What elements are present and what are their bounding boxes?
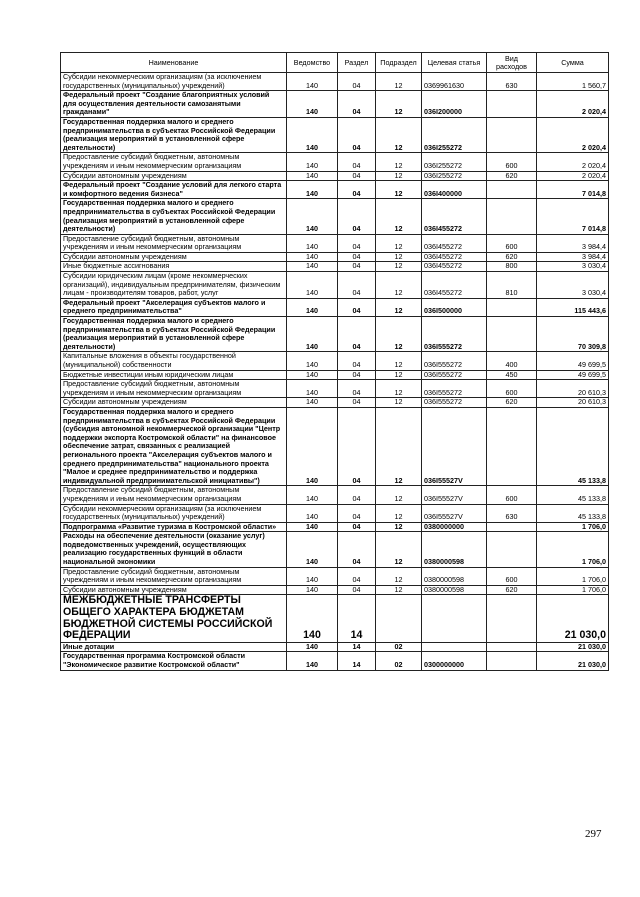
cell-celevaya: 036I255272 — [422, 153, 487, 171]
cell-vid: 450 — [487, 370, 537, 380]
cell-vedomstvo: 140 — [287, 262, 338, 272]
cell-razdel: 04 — [338, 91, 376, 118]
cell-vid — [487, 642, 537, 652]
cell-celevaya — [422, 642, 487, 652]
cell-summa: 21 030,0 — [537, 595, 609, 642]
table-row — [61, 486, 609, 504]
cell-summa: 2 020,4 — [537, 117, 609, 152]
cell-celevaya: 036I455272 — [422, 252, 487, 262]
cell-celevaya: 036I55527V — [422, 504, 487, 522]
cell-summa: 3 030,4 — [537, 272, 609, 299]
cell-summa: 7 014,8 — [537, 181, 609, 199]
cell-summa: 1 706,0 — [537, 585, 609, 595]
page-number: 297 — [585, 828, 602, 840]
cell-celevaya: 0380000598 — [422, 567, 487, 585]
header-name: Наименование — [61, 53, 287, 73]
cell-celevaya: 036I555272 — [422, 398, 487, 408]
cell-summa: 2 020,4 — [537, 171, 609, 181]
cell-vid — [487, 532, 537, 567]
cell-celevaya: 036I555272 — [422, 380, 487, 398]
cell-vid — [487, 522, 537, 532]
cell-summa: 21 030,0 — [537, 652, 609, 670]
cell-vid: 800 — [487, 262, 537, 272]
cell-razdel: 04 — [338, 252, 376, 262]
cell-name: Предоставление субсидий бюджетным, автономным учреждениям и иным некоммерческим организациям — [61, 153, 287, 171]
header-vedomstvo: Ведомство — [287, 53, 338, 73]
cell-vedomstvo: 140 — [287, 522, 338, 532]
cell-razdel: 04 — [338, 171, 376, 181]
cell-podrazdel: 12 — [376, 181, 422, 199]
cell-name: Предоставление субсидий бюджетным, автономным учреждениям и иным некоммерческим организациям — [61, 234, 287, 252]
header-podrazdel: Подраздел — [376, 53, 422, 73]
cell-name: Субсидии юридическим лицам (кроме некоммерческих организаций), индивидуальным предпринимателям, физическим лицам - производителям товаров, работ, услуг — [61, 272, 287, 299]
cell-podrazdel: 02 — [376, 642, 422, 652]
cell-podrazdel: 12 — [376, 567, 422, 585]
cell-vedomstvo: 140 — [287, 272, 338, 299]
cell-vedomstvo: 140 — [287, 567, 338, 585]
cell-vedomstvo: 140 — [287, 199, 338, 234]
cell-vid: 630 — [487, 73, 537, 91]
cell-celevaya: 036I555272 — [422, 317, 487, 352]
cell-podrazdel: 12 — [376, 199, 422, 234]
cell-razdel: 04 — [338, 234, 376, 252]
cell-razdel: 04 — [338, 504, 376, 522]
table-row — [61, 380, 609, 398]
cell-vid: 600 — [487, 153, 537, 171]
cell-podrazdel: 12 — [376, 171, 422, 181]
cell-podrazdel: 12 — [376, 370, 422, 380]
cell-celevaya: 036I55527V — [422, 407, 487, 485]
cell-podrazdel: 12 — [376, 262, 422, 272]
cell-name: Иные дотации — [61, 642, 287, 652]
table-row — [61, 73, 609, 91]
cell-podrazdel: 02 — [376, 652, 422, 670]
cell-name: Капитальные вложения в объекты государственной (муниципальной) собственности — [61, 352, 287, 370]
cell-summa: 45 133,8 — [537, 504, 609, 522]
cell-name: Государственная поддержка малого и среднего предпринимательства в субъектах Российской Федерации (реализация мероприятий в установленной сфере деятельности) — [61, 117, 287, 152]
cell-razdel: 04 — [338, 117, 376, 152]
cell-name: Подпрограмма «Развитие туризма в Костромской области» — [61, 522, 287, 532]
cell-podrazdel: 12 — [376, 486, 422, 504]
cell-summa: 1 560,7 — [537, 73, 609, 91]
table-row — [61, 407, 609, 485]
cell-vedomstvo: 140 — [287, 532, 338, 567]
cell-celevaya: 036I200000 — [422, 91, 487, 118]
table-row — [61, 181, 609, 199]
cell-vedomstvo: 140 — [287, 642, 338, 652]
budget-table — [60, 52, 609, 671]
cell-vedomstvo: 140 — [287, 73, 338, 91]
cell-vid: 810 — [487, 272, 537, 299]
cell-vedomstvo: 140 — [287, 380, 338, 398]
header-vid: Вид расходов — [487, 53, 537, 73]
cell-summa: 2 020,4 — [537, 91, 609, 118]
cell-vid — [487, 652, 537, 670]
cell-razdel: 04 — [338, 317, 376, 352]
cell-vid: 620 — [487, 171, 537, 181]
cell-celevaya: 036I255272 — [422, 117, 487, 152]
cell-celevaya: 036I500000 — [422, 298, 487, 316]
cell-name: Расходы на обеспечение деятельности (оказание услуг) подведомственных учреждений, осуществляющих реализацию государственных функций в области национальной экономики — [61, 532, 287, 567]
cell-podrazdel: 12 — [376, 317, 422, 352]
cell-vedomstvo: 140 — [287, 317, 338, 352]
cell-celevaya: 0380000000 — [422, 522, 487, 532]
cell-name: Федеральный проект "Создание условий для легкого старта и комфортного ведения бизнеса" — [61, 181, 287, 199]
cell-podrazdel — [376, 595, 422, 642]
header-razdel: Раздел — [338, 53, 376, 73]
cell-podrazdel: 12 — [376, 407, 422, 485]
table-row — [61, 199, 609, 234]
cell-summa: 115 443,6 — [537, 298, 609, 316]
cell-razdel: 04 — [338, 380, 376, 398]
cell-vid: 620 — [487, 585, 537, 595]
table-row — [61, 298, 609, 316]
cell-name: Федеральный проект "Акселерация субъектов малого и среднего предпринимательства" — [61, 298, 287, 316]
cell-summa: 1 706,0 — [537, 567, 609, 585]
cell-celevaya: 036I400000 — [422, 181, 487, 199]
table-row — [61, 532, 609, 567]
cell-celevaya — [422, 595, 487, 642]
cell-vedomstvo: 140 — [287, 504, 338, 522]
cell-name: Государственная программа Костромской области "Экономическое развитие Костромской области" — [61, 652, 287, 670]
cell-vid: 400 — [487, 352, 537, 370]
cell-summa: 45 133,8 — [537, 486, 609, 504]
cell-name: МЕЖБЮДЖЕТНЫЕ ТРАНСФЕРТЫ ОБЩЕГО ХАРАКТЕРА БЮДЖЕТАМ БЮДЖЕТНОЙ СИСТЕМЫ РОССИЙСКОЙ ФЕДЕРАЦИИ — [61, 595, 287, 642]
cell-summa: 1 706,0 — [537, 532, 609, 567]
table-row — [61, 504, 609, 522]
cell-razdel: 04 — [338, 352, 376, 370]
cell-summa: 70 309,8 — [537, 317, 609, 352]
cell-razdel: 04 — [338, 181, 376, 199]
cell-celevaya: 0380000598 — [422, 585, 487, 595]
cell-celevaya: 0380000598 — [422, 532, 487, 567]
cell-celevaya: 0300000000 — [422, 652, 487, 670]
table-row — [61, 272, 609, 299]
cell-podrazdel: 12 — [376, 272, 422, 299]
cell-name: Государственная поддержка малого и среднего предпринимательства в субъектах Российской Федерации (реализация мероприятий в установленной сфере деятельности) — [61, 199, 287, 234]
cell-vedomstvo: 140 — [287, 585, 338, 595]
cell-vid: 620 — [487, 398, 537, 408]
cell-vedomstvo: 140 — [287, 370, 338, 380]
table-row — [61, 317, 609, 352]
table-row — [61, 652, 609, 670]
cell-vedomstvo: 140 — [287, 91, 338, 118]
cell-vid — [487, 595, 537, 642]
cell-razdel: 04 — [338, 398, 376, 408]
cell-podrazdel: 12 — [376, 234, 422, 252]
cell-vedomstvo: 140 — [287, 398, 338, 408]
cell-vid: 600 — [487, 567, 537, 585]
cell-razdel: 04 — [338, 153, 376, 171]
cell-name: Субсидии автономным учреждениям — [61, 398, 287, 408]
cell-vedomstvo: 140 — [287, 181, 338, 199]
cell-vedomstvo: 140 — [287, 153, 338, 171]
cell-razdel: 14 — [338, 642, 376, 652]
table-body — [61, 73, 609, 671]
cell-podrazdel: 12 — [376, 91, 422, 118]
cell-razdel: 04 — [338, 407, 376, 485]
cell-summa: 3 984,4 — [537, 252, 609, 262]
cell-name: Субсидии автономным учреждениям — [61, 171, 287, 181]
cell-vid — [487, 317, 537, 352]
cell-razdel: 04 — [338, 567, 376, 585]
cell-podrazdel: 12 — [376, 117, 422, 152]
cell-summa: 1 706,0 — [537, 522, 609, 532]
cell-summa: 3 984,4 — [537, 234, 609, 252]
cell-celevaya: 0369961630 — [422, 73, 487, 91]
cell-vedomstvo: 140 — [287, 652, 338, 670]
cell-podrazdel: 12 — [376, 252, 422, 262]
cell-celevaya: 036I555272 — [422, 352, 487, 370]
cell-podrazdel: 12 — [376, 504, 422, 522]
cell-razdel: 04 — [338, 370, 376, 380]
cell-podrazdel: 12 — [376, 73, 422, 91]
cell-celevaya: 036I455272 — [422, 199, 487, 234]
cell-vedomstvo: 140 — [287, 252, 338, 262]
cell-celevaya: 036I455272 — [422, 234, 487, 252]
cell-summa: 45 133,8 — [537, 407, 609, 485]
cell-name: Предоставление субсидий бюджетным, автономным учреждениям и иным некоммерческим организациям — [61, 567, 287, 585]
cell-razdel: 04 — [338, 298, 376, 316]
cell-podrazdel: 12 — [376, 398, 422, 408]
table-row — [61, 117, 609, 152]
cell-vid — [487, 181, 537, 199]
cell-podrazdel: 12 — [376, 298, 422, 316]
cell-name: Государственная поддержка малого и среднего предпринимательства в субъектах Российской Федерации (реализация мероприятий в установленной сфере деятельности) — [61, 317, 287, 352]
table-row — [61, 234, 609, 252]
cell-vid — [487, 199, 537, 234]
cell-razdel: 04 — [338, 262, 376, 272]
cell-vedomstvo: 140 — [287, 171, 338, 181]
cell-summa: 20 610,3 — [537, 380, 609, 398]
cell-summa: 49 699,5 — [537, 352, 609, 370]
cell-podrazdel: 12 — [376, 522, 422, 532]
cell-vedomstvo: 140 — [287, 117, 338, 152]
cell-vid — [487, 117, 537, 152]
cell-vedomstvo: 140 — [287, 298, 338, 316]
cell-podrazdel: 12 — [376, 585, 422, 595]
cell-vedomstvo: 140 — [287, 352, 338, 370]
cell-name: Федеральный проект "Создание благоприятных условий для осуществления деятельности самозанятыми гражданами" — [61, 91, 287, 118]
cell-name: Предоставление субсидий бюджетным, автономным учреждениям и иным некоммерческим организациям — [61, 380, 287, 398]
cell-vedomstvo: 140 — [287, 595, 338, 642]
cell-celevaya: 036I55527V — [422, 486, 487, 504]
cell-name: Субсидии некоммерческим организациям (за исключением государственных (муниципальных) учреждений) — [61, 73, 287, 91]
cell-summa: 3 030,4 — [537, 262, 609, 272]
cell-celevaya: 036I455272 — [422, 272, 487, 299]
table-row — [61, 595, 609, 642]
cell-vid: 600 — [487, 486, 537, 504]
header-summa: Сумма — [537, 53, 609, 73]
cell-name: Иные бюджетные ассигнования — [61, 262, 287, 272]
cell-summa: 7 014,8 — [537, 199, 609, 234]
cell-name: Государственная поддержка малого и среднего предпринимательства в субъектах Российской Федерации (субсидия автономной некоммерческой организации "Центр поддержки экспорта Костромской области" на финансовое обеспечение затрат, связанных с реализацией регионального проекта "Акселерация субъектов малого и среднего предпринимательства" национального проекта "Малое и среднее предпринимательство и поддержка индивидуальной предпринимательской инициативы") — [61, 407, 287, 485]
cell-razdel: 04 — [338, 199, 376, 234]
cell-razdel: 04 — [338, 486, 376, 504]
cell-celevaya: 036I255272 — [422, 171, 487, 181]
cell-vid: 630 — [487, 504, 537, 522]
cell-name: Субсидии автономным учреждениям — [61, 252, 287, 262]
cell-razdel: 14 — [338, 652, 376, 670]
cell-vid: 600 — [487, 380, 537, 398]
cell-podrazdel: 12 — [376, 153, 422, 171]
cell-podrazdel: 12 — [376, 532, 422, 567]
cell-celevaya: 036I455272 — [422, 262, 487, 272]
table-row — [61, 153, 609, 171]
cell-name: Субсидии автономным учреждениям — [61, 585, 287, 595]
header-celevaya: Целевая статья — [422, 53, 487, 73]
cell-vedomstvo: 140 — [287, 407, 338, 485]
cell-razdel: 04 — [338, 73, 376, 91]
table-header-row — [61, 53, 609, 73]
cell-vedomstvo: 140 — [287, 234, 338, 252]
cell-name: Бюджетные инвестиции иным юридическим лицам — [61, 370, 287, 380]
cell-razdel: 04 — [338, 272, 376, 299]
cell-vedomstvo: 140 — [287, 486, 338, 504]
cell-razdel: 14 — [338, 595, 376, 642]
cell-vid — [487, 407, 537, 485]
cell-summa: 2 020,4 — [537, 153, 609, 171]
cell-summa: 20 610,3 — [537, 398, 609, 408]
cell-name: Предоставление субсидий бюджетным, автономным учреждениям и иным некоммерческим организациям — [61, 486, 287, 504]
cell-celevaya: 036I555272 — [422, 370, 487, 380]
cell-vid: 620 — [487, 252, 537, 262]
cell-summa: 49 699,5 — [537, 370, 609, 380]
cell-podrazdel: 12 — [376, 352, 422, 370]
cell-razdel: 04 — [338, 522, 376, 532]
cell-vid — [487, 91, 537, 118]
table-row — [61, 352, 609, 370]
cell-name: Субсидии некоммерческим организациям (за исключением государственных (муниципальных) учреждений) — [61, 504, 287, 522]
cell-podrazdel: 12 — [376, 380, 422, 398]
cell-summa: 21 030,0 — [537, 642, 609, 652]
cell-razdel: 04 — [338, 532, 376, 567]
table-row — [61, 567, 609, 585]
cell-razdel: 04 — [338, 585, 376, 595]
cell-vid: 600 — [487, 234, 537, 252]
table-row — [61, 91, 609, 118]
cell-vid — [487, 298, 537, 316]
